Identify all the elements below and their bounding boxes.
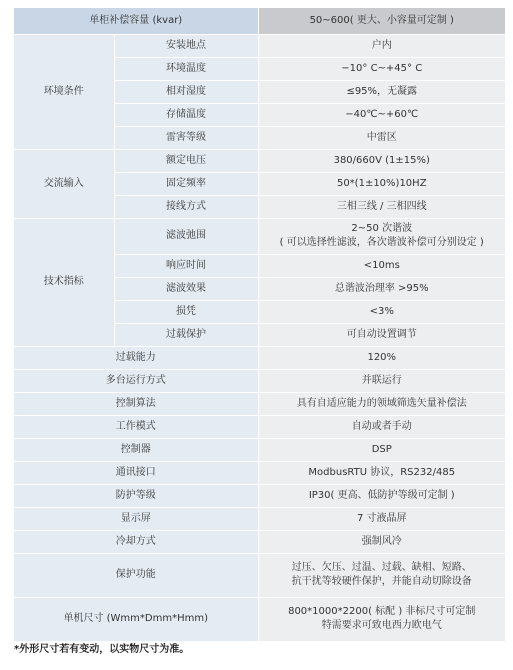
- row-label: 过载保护: [114, 323, 258, 346]
- row-value: DSP: [258, 438, 505, 461]
- row-value: 50*(1±10%)10HZ: [258, 172, 505, 195]
- row-label: 多台运行方式: [14, 369, 258, 392]
- table-row: [14, 218, 505, 254]
- row-label: 工作模式: [14, 415, 258, 438]
- row-value: 380/660V (1±15%): [258, 149, 505, 172]
- row-label: 雷害等级: [114, 126, 258, 149]
- table-row: [14, 530, 505, 553]
- group-title-environment: 环境条件: [14, 34, 114, 149]
- row-value: 并联运行: [258, 369, 505, 392]
- table-row: [14, 149, 505, 172]
- row-value: [258, 553, 505, 597]
- row-label: 防护等级: [14, 484, 258, 507]
- table-row: [14, 484, 505, 507]
- header-row: [14, 8, 505, 34]
- row-value: 中雷区: [258, 126, 505, 149]
- row-label: 冷却方式: [14, 530, 258, 553]
- header-value: 50~600( 更大、小容量可定制 ): [258, 8, 505, 34]
- table-row: [14, 438, 505, 461]
- row-value: 总谐波治理率 >95%: [258, 277, 505, 300]
- table-row: [14, 346, 505, 369]
- row-label: 存储温度: [114, 103, 258, 126]
- row-label: 通讯接口: [14, 461, 258, 484]
- row-value-line1: 800*1000*2200( 标配 ) 非标尺寸可定制: [288, 606, 476, 617]
- row-label: 保护功能: [14, 553, 258, 597]
- table-row: [14, 392, 505, 415]
- row-value: 7 寸液晶屏: [258, 507, 505, 530]
- row-value-line1: 2~50 次谐波: [351, 223, 413, 234]
- row-value: −40℃~+60℃: [258, 103, 505, 126]
- row-label: 相对湿度: [114, 80, 258, 103]
- row-value: <3%: [258, 300, 505, 323]
- row-value: 自动或者手动: [258, 415, 505, 438]
- row-label: 滤波效果: [114, 277, 258, 300]
- row-value: 可自动设置调节: [258, 323, 505, 346]
- table-row: [14, 34, 505, 57]
- table-row: [14, 597, 505, 641]
- row-label: 控制器: [14, 438, 258, 461]
- row-value: 户内: [258, 34, 505, 57]
- row-value: ≤95%，无凝露: [258, 80, 505, 103]
- row-value: 三相三线 / 三相四线: [258, 195, 505, 218]
- row-label: 单机尺寸 (Wmm*Dmm*Hmm): [14, 597, 258, 641]
- spec-table: [14, 8, 505, 642]
- group-title-ac-input: 交流输入: [14, 149, 114, 218]
- row-value: [258, 597, 505, 641]
- row-label: 控制算法: [14, 392, 258, 415]
- row-value: −10° C~+45° C: [258, 57, 505, 80]
- row-label: 固定频率: [114, 172, 258, 195]
- table-row: [14, 507, 505, 530]
- row-value: ModbusRTU 协议，RS232/485: [258, 461, 505, 484]
- row-value-line1: 过压、欠压、过温、过载、缺相、短路、: [291, 562, 472, 573]
- row-value: 120%: [258, 346, 505, 369]
- row-value-line2: 抗干扰等较硬件保护，并能自动切除设备: [291, 576, 472, 587]
- row-label: 环境温度: [114, 57, 258, 80]
- row-label: 安装地点: [114, 34, 258, 57]
- row-value: 强制风冷: [258, 530, 505, 553]
- row-label: 额定电压: [114, 149, 258, 172]
- table-row: [14, 415, 505, 438]
- table-row: [14, 369, 505, 392]
- row-label: 损凭: [114, 300, 258, 323]
- row-value: IP30( 更高、低防护等级可定制 ): [258, 484, 505, 507]
- row-value: 具有自适应能力的领域筛选矢量补偿法: [258, 392, 505, 415]
- row-label: 过载能力: [14, 346, 258, 369]
- row-value-line2: 特需要求可致电西力欧电气: [321, 620, 442, 631]
- table-row: [14, 553, 505, 597]
- group-title-tech: 技术指标: [14, 218, 114, 346]
- footnote: *外形尺寸若有变动，以实物尺寸为准。: [14, 644, 190, 655]
- row-value-line2: ( 可以选择性滤波，各次谐波补偿可分别设定 ): [279, 237, 484, 248]
- row-label: 响应时间: [114, 254, 258, 277]
- row-label: 滤波弛围: [114, 218, 258, 254]
- row-label: 显示屏: [14, 507, 258, 530]
- row-value: [258, 218, 505, 254]
- row-value: <10ms: [258, 254, 505, 277]
- row-label: 接线方式: [114, 195, 258, 218]
- header-label: 单柜补偿容量 (kvar): [14, 8, 258, 34]
- table-row: [14, 461, 505, 484]
